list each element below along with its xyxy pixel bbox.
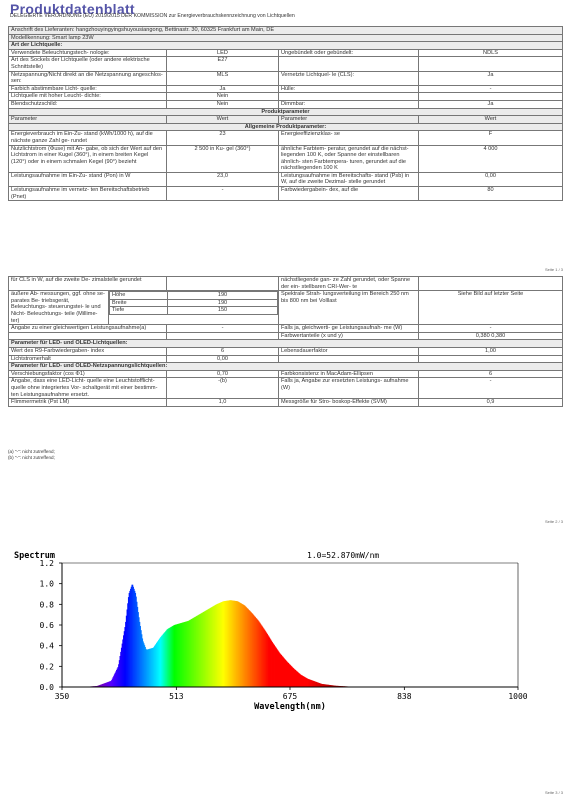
parameter-cell: Leistungsaufnahme im vernetz- ten Bereitschaftsbetrieb (Pnet): [9, 187, 167, 201]
table-row: [9, 347, 563, 355]
value-cell: -: [419, 378, 563, 399]
spectrum-chart: [0, 545, 570, 715]
table-row: [9, 363, 563, 371]
dimension-name: Tiefe: [110, 307, 168, 315]
dimension-row: [110, 292, 278, 300]
footnotes: [8, 449, 55, 461]
value-cell: 6: [419, 370, 563, 378]
value-cell: [167, 332, 279, 340]
value-cell: 80: [419, 187, 563, 201]
value-cell: MLS: [167, 71, 279, 85]
dimension-name: Breite: [110, 299, 168, 307]
y-tick-label: 0.0: [39, 683, 54, 692]
parameter-cell: [279, 93, 419, 101]
dimension-name: Höhe: [110, 292, 168, 300]
table-row: [9, 108, 563, 116]
table-row: [9, 332, 563, 340]
value-cell: 4 000: [419, 145, 563, 172]
table-row: [9, 42, 563, 50]
value-cell: -: [419, 325, 563, 333]
parameter-cell: Spektrale Strah- lungsverteilung im Bereich 250 nm bis 800 nm bei Volllast: [279, 291, 419, 325]
value-cell: 1,00: [419, 347, 563, 355]
dimensions-cell: [109, 291, 279, 325]
value-cell: [167, 277, 279, 291]
parameter-cell: für CLS in W, auf die zweite De- zimalstelle gerundet: [9, 277, 167, 291]
table-row: [9, 85, 563, 93]
value-cell: 0,00: [167, 355, 279, 363]
value-cell: F: [419, 131, 563, 145]
table-row: [9, 131, 563, 145]
parameter-cell: Ungebündelt oder gebündelt:: [279, 49, 419, 57]
parameter-cell: Dimmbar:: [279, 100, 419, 108]
parameter-cell: ähnliche Farbtem- peratur, gerundet auf die nächst- liegenden 100 K, oder Spanne der einstellbaren ähnlich- sten Farbtempera- turen, gerundet auf die nächstliegenden 100 K: [279, 145, 419, 172]
table-row: [9, 145, 563, 172]
table-row: [9, 57, 563, 71]
table-row: [9, 277, 563, 291]
parameter-cell: Angabe, dass eine LED-Licht- quelle eine Leuchtstofflicht- quelle ohne integriertes Vor- schaltgerät mit einer bestimm- ten Leistungsaufnahme ersetzt.: [9, 378, 167, 399]
chart-annotation: 1.0=52.870mW/nm: [307, 551, 380, 560]
value-cell: NDLS: [419, 49, 563, 57]
value-cell: 1,0: [167, 399, 279, 407]
value-cell: 6: [167, 347, 279, 355]
parameter-cell: nächstliegende gan- ze Zahl gerundet, oder Spanne der ein- stellbaren CRI-Wer- te: [279, 277, 419, 291]
section-heading: Anschrift des Lieferanten: hangzhouyingyingshuyousiangong, Bettinastr. 30, 60325 Frankfurt am Main, DE: [9, 27, 563, 35]
footnote: (a) "-": nicht zutreffend;: [8, 449, 55, 454]
value-cell: 23: [167, 131, 279, 145]
dimension-value: 150: [168, 307, 278, 315]
y-tick-label: 0.6: [39, 621, 54, 630]
chart-title: Spectrum: [14, 551, 55, 561]
dimension-value: 190: [168, 299, 278, 307]
value-cell: [419, 277, 563, 291]
page-number: Seite 2 / 3: [545, 519, 564, 524]
parameter-cell: Farbich abstimmbare Licht- quelle:: [9, 85, 167, 93]
parameter-cell: Messgröße für Stro- boskop-Effekte (SVM): [279, 399, 419, 407]
section-heading: Parameter für LED- und OLED-Lichtquellen:: [9, 340, 563, 348]
value-cell: Ja: [167, 85, 279, 93]
parameter-cell: Leistungsaufnahme im Ein-Zu- stand (Pon) in W: [9, 172, 167, 186]
value-cell: 0,00: [419, 172, 563, 186]
value-cell: Siehe Bild auf letzter Seite: [419, 291, 563, 325]
parameter-cell: Falls ja, gleichwerti- ge Leistungsaufnah- me (W): [279, 325, 419, 333]
value-cell: -: [167, 325, 279, 333]
parameter-cell: Vernetzte Lichtquel- le (CLS):: [279, 71, 419, 85]
value-cell: -: [167, 187, 279, 201]
parameter-cell: Nutzlichtstrom (Φuse) mit An- gabe, ob sich der Wert auf den Lichtstrom in einer Kugel (360°), in einem breiten Kegel (120°) oder in einem schmalen Kegel (90°) bezieht: [9, 145, 167, 172]
value-cell: [419, 93, 563, 101]
parameter-cell: Blendschutzschild:: [9, 100, 167, 108]
table-row: [9, 93, 563, 101]
value-cell: Ja: [419, 71, 563, 85]
value-cell: Ja: [419, 100, 563, 108]
table-row: [9, 355, 563, 363]
parameter-cell: Leistungsaufnahme im Bereitschafts- stand (Psb) in W, auf die zweite Dezimal- stelle gerundet: [279, 172, 419, 186]
value-cell: 0,380 0,380: [419, 332, 563, 340]
parameter-cell: Falls ja, Angabe zur ersetzten Leistungs- aufnahme (W): [279, 378, 419, 399]
parameter-cell: Farbwertanteile (x und y): [279, 332, 419, 340]
x-tick-label: 838: [397, 692, 412, 701]
section-heading: Allgemeine Produktparameter:: [9, 123, 563, 131]
parameter-cell: [279, 355, 419, 363]
footnote: (b) "-": nicht zutreffend;: [8, 455, 55, 460]
table-row: [9, 399, 563, 407]
parameter-cell: Hülle:: [279, 85, 419, 93]
parameter-cell: Lebensdauerfaktor: [279, 347, 419, 355]
section-heading: Art der Lichtquelle:: [9, 42, 563, 50]
parameter-cell: Art des Sockels der Lichtquelle (oder andere elektrische Schnittstelle): [9, 57, 167, 71]
parameter-cell: Parameter: [279, 116, 419, 124]
parameter-cell: Verschiebungsfaktor (cos Φ1): [9, 370, 167, 378]
y-tick-label: 1.2: [39, 559, 54, 568]
parameter-cell: Flimmermetrik (Pst LM): [9, 399, 167, 407]
table-row: [9, 291, 563, 325]
table-row: [9, 340, 563, 348]
page-number: Seite 3 / 3: [545, 790, 564, 795]
y-tick-label: 0.8: [39, 600, 54, 610]
table-row: [9, 100, 563, 108]
table-row: [9, 325, 563, 333]
dimension-row: [110, 307, 278, 315]
parameter-cell: Lichtstromerhalt: [9, 355, 167, 363]
table-row: [9, 116, 563, 124]
parameter-cell: Parameter: [9, 116, 167, 124]
x-axis-label: Wavelength(nm): [254, 702, 326, 712]
value-cell: E27: [167, 57, 279, 71]
product-datasheet-table-page1: [8, 26, 563, 201]
parameter-cell: [279, 57, 419, 71]
x-tick-label: 350: [54, 692, 70, 701]
x-tick-label: 513: [169, 692, 184, 701]
parameter-cell: Farbkonsistenz in MacAdam-Ellipsen: [279, 370, 419, 378]
y-tick-label: 0.2: [39, 662, 54, 672]
x-tick-label: 1000: [508, 692, 528, 701]
table-row: [9, 27, 563, 35]
table-row: [9, 172, 563, 186]
parameter-cell: Verwendete Beleuchtungstech- nologie:: [9, 49, 167, 57]
dimension-row: [110, 299, 278, 307]
table-row: [9, 378, 563, 399]
parameter-cell: Lichtquelle mit hoher Leucht- dichte:: [9, 93, 167, 101]
page-title: Produktdatenblatt: [10, 1, 135, 17]
value-cell: [419, 57, 563, 71]
section-heading: Modellkennung: Smart lamp 23W: [9, 34, 563, 42]
value-cell: Wert: [167, 116, 279, 124]
product-datasheet-table-page2: [8, 276, 563, 407]
section-heading: Produktparameter: [9, 108, 563, 116]
dimension-value: 190: [168, 292, 278, 300]
value-cell: 2 500 in Ku- gel (360°): [167, 145, 279, 172]
value-cell: Nein: [167, 100, 279, 108]
table-row: [9, 34, 563, 42]
parameter-cell: Energieeffizienzklas- se: [279, 131, 419, 145]
table-row: [9, 49, 563, 57]
value-cell: [419, 355, 563, 363]
y-tick-label: 0.4: [39, 641, 54, 651]
value-cell: 0,70: [167, 370, 279, 378]
page-number: Seite 1 / 3: [545, 267, 564, 272]
value-cell: Nein: [167, 93, 279, 101]
table-row: [9, 71, 563, 85]
value-cell: 0,9: [419, 399, 563, 407]
parameter-cell: [9, 332, 167, 340]
value-cell: 23,0: [167, 172, 279, 186]
value-cell: -(b): [167, 378, 279, 399]
table-row: [9, 370, 563, 378]
dimensions-label: äußere Ab- messungen, ggf. ohne se- parates Be- triebsgerät, Beleuchtungs- steuerungstei- le und Nicht- Beleuchtungs- teile (Millime- ter): [9, 291, 109, 325]
value-cell: Wert: [419, 116, 563, 124]
parameter-cell: Farbwiedergabein- dex, auf die: [279, 187, 419, 201]
x-tick-label: 675: [282, 692, 298, 701]
table-row: [9, 187, 563, 201]
parameter-cell: Wert des R9-Farbwiedergaben- index: [9, 347, 167, 355]
section-heading: Parameter für LED- und OLED-Netzspannungslichtquellen:: [9, 363, 563, 371]
value-cell: -: [419, 85, 563, 93]
table-row: [9, 123, 563, 131]
value-cell: LED: [167, 49, 279, 57]
parameter-cell: Netzspannung/Nicht direkt an die Netzspannung angeschlos- sen:: [9, 71, 167, 85]
parameter-cell: Angabe zu einer gleichwertigen Leistungsaufnahme(a): [9, 325, 167, 333]
parameter-cell: Energieverbrauch im Ein-Zu- stand (kWh/1000 h), auf die nächste ganze Zahl ge- rundet: [9, 131, 167, 145]
y-tick-label: 1.0: [39, 579, 54, 589]
regulation-subtitle: DELEGIERTE VERORDNUNG (EU) 2019/2015 DER KOMMISSION zur Energieverbrauchskennzeichnung von Lichtquellen: [10, 13, 295, 19]
